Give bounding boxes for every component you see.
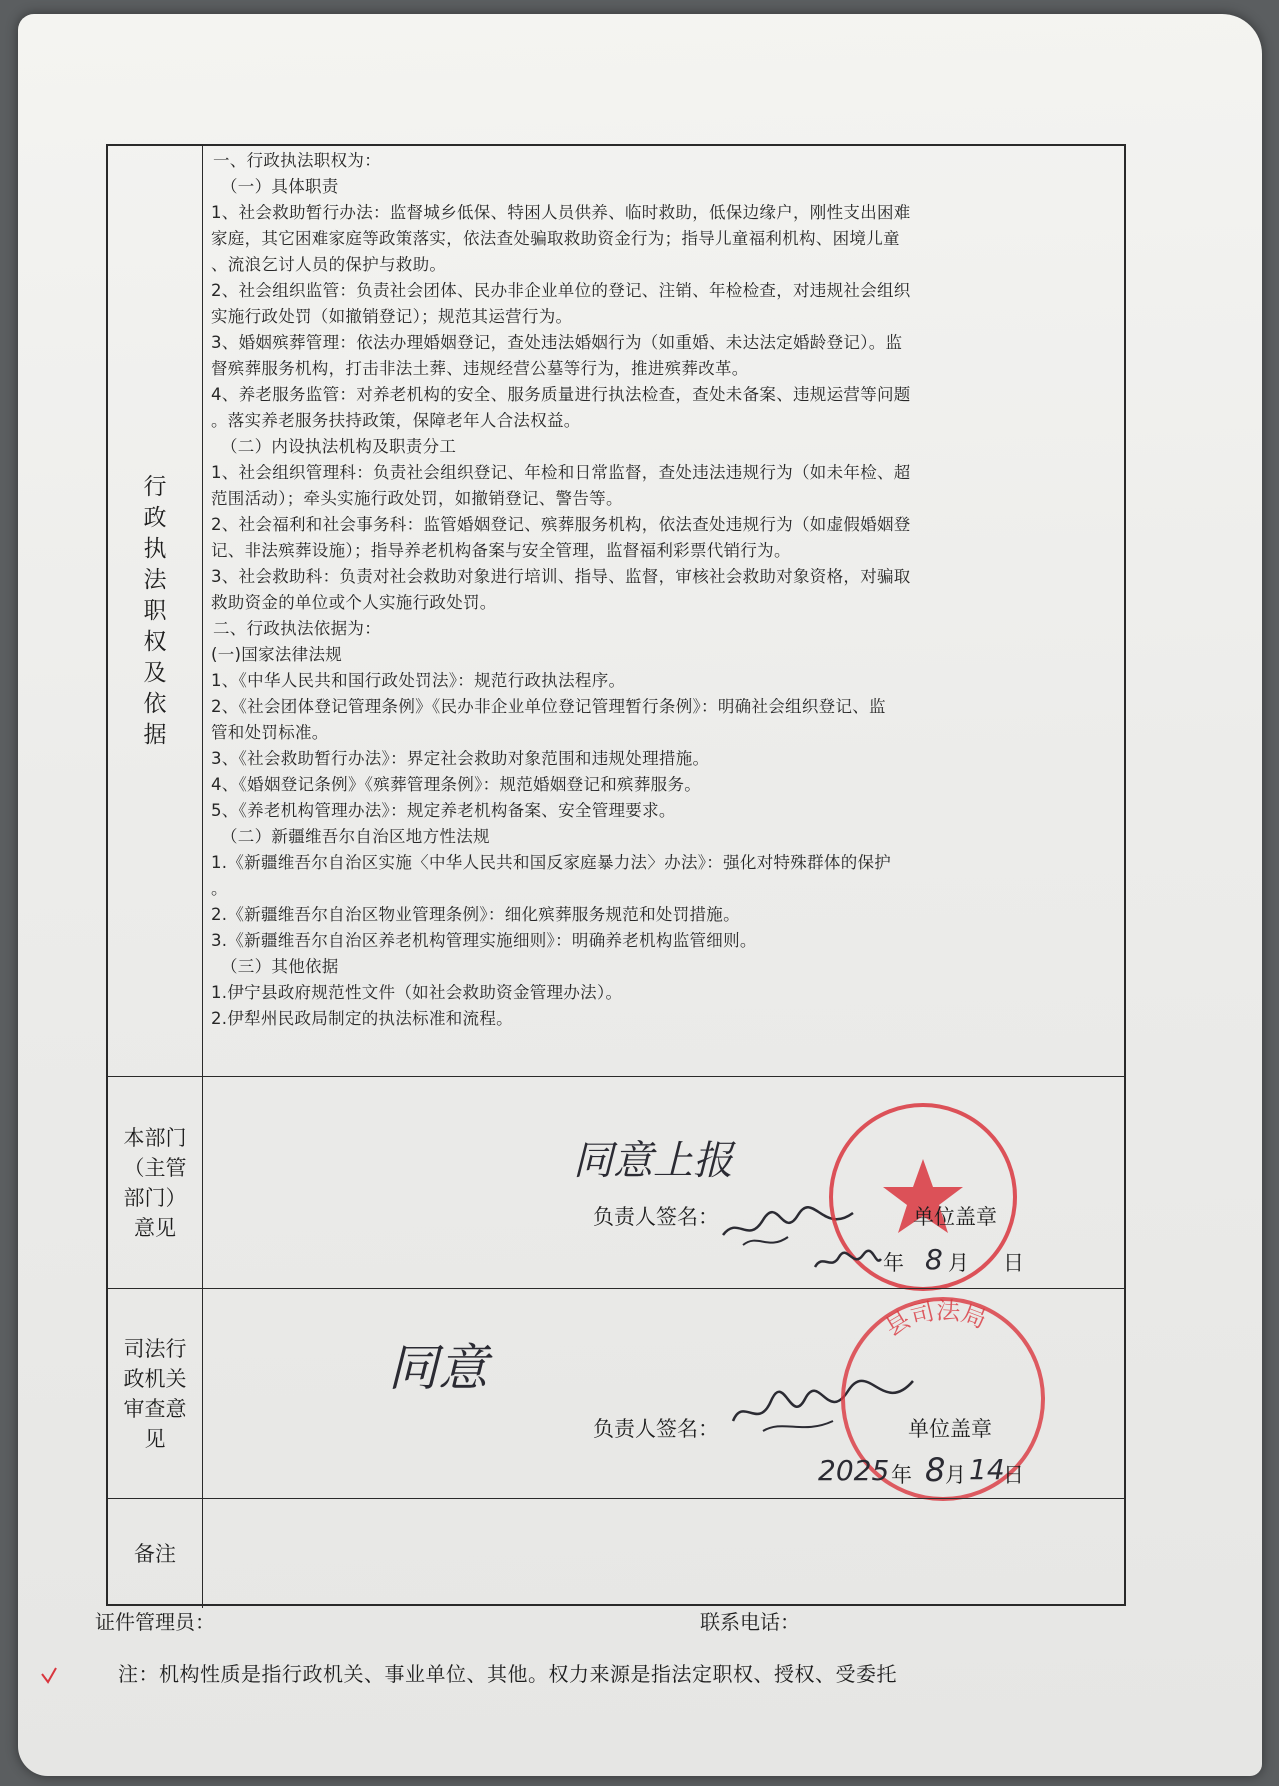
basis-line: 3.《新疆维吾尔自治区养老机构管理实施细则》：明确养老机构监管细则。 (211, 931, 757, 950)
basis-line: 5、《养老机构管理办法》：规定养老机构备案、安全管理要求。 (211, 801, 676, 820)
date-month-hand-judicial: 8 (925, 1451, 946, 1489)
date-year-suffix-dept: 年 (883, 1251, 904, 1275)
row-label-dept-opinion (108, 1077, 203, 1288)
date-year-suffix-judicial: 年 (891, 1463, 912, 1487)
basis-line: 1、《中华人民共和国行政处罚法》：规范行政执法程序。 (211, 671, 626, 690)
basis-line: 救助资金的单位或个人实施行政处罚。 (211, 593, 497, 612)
date-day-hand-judicial: 14 (969, 1453, 1005, 1486)
check-mark-icon (40, 1666, 58, 1686)
basis-line: 4、《婚姻登记条例》《殡葬管理条例》：规范婚姻登记和殡葬服务。 (211, 775, 702, 794)
judicial-opinion-label: 司法行政机关审查意见 (123, 1336, 187, 1451)
phone-label: 联系电话： (700, 1610, 800, 1634)
basis-line: 2.《新疆维吾尔自治区物业管理条例》：细化殡葬服务规范和处罚措施。 (211, 905, 740, 924)
date-month-suffix-judicial: 月 (945, 1463, 966, 1487)
handwritten-opinion-judicial (388, 1329, 528, 1409)
signer-label-dept: 负责人签名： (593, 1205, 719, 1229)
remarks-content (203, 1499, 1124, 1608)
row-label-remarks (108, 1499, 203, 1608)
signer-label-judicial: 负责人签名： (593, 1417, 719, 1441)
row-label-judicial-opinion (108, 1289, 203, 1498)
footnote: 注：机构性质是指行政机关、事业单位、其他。权力来源是指法定职权、授权、受委托 (118, 1662, 897, 1686)
basis-line: （二）新疆维吾尔自治区地方性法规 (221, 827, 490, 846)
powers-basis-content (203, 146, 1124, 1076)
stamp-label-judicial: 单位盖章 (908, 1417, 992, 1441)
basis-line: 一、行政执法职权为： (213, 151, 381, 170)
row-dept-opinion (108, 1076, 1124, 1288)
powers-basis-label: 行政执法职权及依据 (143, 473, 167, 748)
basis-line: 实施行政处罚（如撤销登记）；规范其运营行为。 (211, 307, 573, 326)
basis-line: 2、社会福利和社会事务科：监管婚姻登记、殡葬服务机构，依法查处违规行为（如虚假婚姻登 (211, 515, 911, 534)
basis-line: 记、非法殡葬设施）；指导养老机构备案与安全管理，监督福利彩票代销行为。 (211, 541, 791, 560)
document-sheet (18, 14, 1262, 1776)
dept-opinion-content (203, 1077, 1124, 1288)
basis-line: 范围活动）；牵头实施行政处罚，如撤销登记、警告等。 (211, 489, 623, 508)
handwritten-opinion-dept (573, 1132, 753, 1192)
basis-line: 管和处罚标准。 (211, 723, 329, 742)
svg-text:同意上报: 同意上报 (573, 1138, 733, 1184)
basis-line: （一）具体职责 (221, 177, 339, 196)
date-month-suffix-dept: 月 (948, 1251, 969, 1275)
svg-text:县司法局: 县司法局 (880, 1296, 991, 1342)
row-remarks (108, 1498, 1124, 1608)
svg-text:同意: 同意 (388, 1339, 488, 1397)
basis-line: 2、社会组织监管：负责社会团体、民办非企业单位的登记、注销、年检检查，对违规社会组织 (211, 281, 911, 300)
judicial-opinion-content (203, 1289, 1124, 1498)
basis-line: 。 (211, 879, 228, 898)
basis-line: 3、社会救助科：负责对社会救助对象进行培训、指导、监督，审核社会救助对象资格，对骗取 (211, 567, 911, 586)
basis-line: 1.《新疆维吾尔自治区实施〈中华人民共和国反家庭暴力法〉办法》：强化对特殊群体的保护 (211, 853, 892, 872)
basis-line: （三）其他依据 (221, 957, 339, 976)
row-label-powers-basis (108, 146, 203, 1076)
basis-line: 二、行政执法依据为： (213, 619, 381, 638)
basis-line: 、流浪乞讨人员的保护与救助。 (211, 255, 447, 274)
date-day-suffix-judicial: 日 (1003, 1463, 1024, 1487)
basis-line: 3、《社会救助暂行办法》：界定社会救助对象范围和违规处理措施。 (211, 749, 710, 768)
basis-line: 家庭，其它困难家庭等政策落实，依法查处骗取救助资金行为；指导儿童福利机构、困境儿童 (211, 229, 900, 248)
year-handwritten-dept (813, 1245, 883, 1275)
basis-line: 3、婚姻殡葬管理：依法办理婚姻登记，查处违法婚姻行为（如重婚、未达法定婚龄登记）。监 (211, 333, 903, 352)
authority-form-table (106, 144, 1126, 1606)
date-year-hand-judicial: 2025 (818, 1454, 890, 1487)
basis-line: 1.伊宁县政府规范性文件（如社会救助资金管理办法）。 (211, 983, 623, 1002)
stamp-label-dept: 单位盖章 (913, 1205, 997, 1229)
cert-admin-label: 证件管理员： (95, 1610, 215, 1634)
basis-line: 督殡葬服务机构，打击非法土葬、违规经营公墓等行为，推进殡葬改革。 (211, 359, 749, 378)
basis-line: （二）内设执法机构及职责分工 (221, 437, 457, 456)
basis-line: 4、养老服务监管：对养老机构的安全、服务质量进行执法检查，查处未备案、违规运营等问题 (211, 385, 911, 404)
date-month-hand-dept: 8 (925, 1243, 943, 1276)
dept-opinion-label: 本部门（主管部门）意见 (123, 1125, 187, 1240)
remarks-label: 备注 (134, 1541, 176, 1566)
basis-line: 2.伊犁州民政局制定的执法标准和流程。 (211, 1009, 513, 1028)
basis-line: (一)国家法律法规 (211, 645, 343, 664)
row-judicial-opinion (108, 1288, 1124, 1498)
row-powers-basis (108, 146, 1124, 1076)
basis-line: 1、社会救助暂行办法：监督城乡低保、特困人员供养、临时救助，低保边缘户，刚性支出困难 (211, 203, 911, 222)
basis-line: 。落实养老服务扶持政策，保障老年人合法权益。 (211, 411, 581, 430)
basis-line: 2、《社会团体登记管理条例》《民办非企业单位登记管理暂行条例》：明确社会组织登记、监 (211, 697, 886, 716)
basis-line: 1、社会组织管理科：负责社会组织登记、年检和日常监督，查处违法违规行为（如未年检、超 (211, 463, 911, 482)
date-day-suffix-dept: 日 (1003, 1251, 1024, 1275)
